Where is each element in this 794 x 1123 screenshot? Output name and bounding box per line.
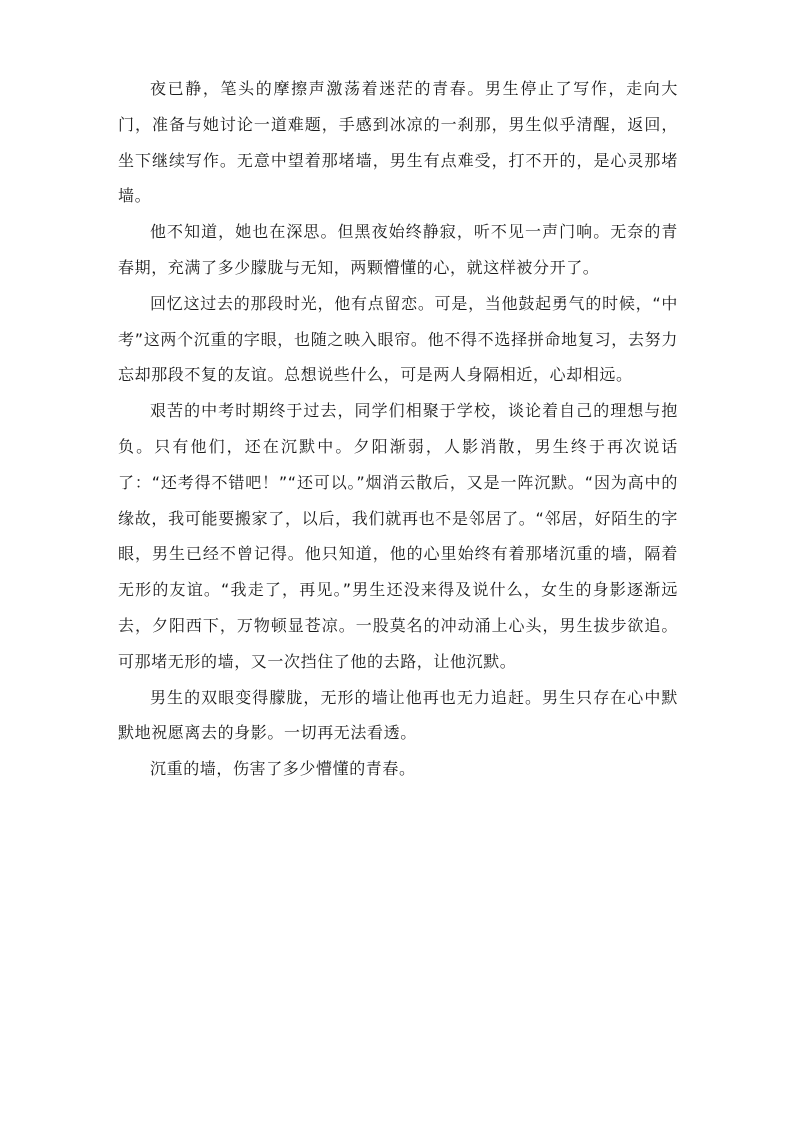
paragraph-2: 他不知道，她也在深思。但黑夜始终静寂，听不见一声门响。无奈的青春期，充满了多少朦胧与无知，两颗懵懂的心，就这样被分开了。: [118, 222, 678, 277]
document-body: [118, 71, 678, 787]
paragraph-5: 男生的双眼变得朦胧，无形的墙让他再也无力追赶。男生只存在心中默默地祝愿离去的身影。一切再无法看透。: [118, 687, 678, 743]
paragraph-3: 回忆这过去的那段时光，他有点留恋。可是，当他鼓起勇气的时候，“中考”这两个沉重的字眼，也随之映入眼帘。他不得不选择拼命地复习，去努力忘却那段不复的友谊。总想说些什么，可是两人身隔相近，心却相远。: [118, 293, 678, 385]
paragraph-6: 沉重的墙，伤害了多少懵懂的青春。: [150, 759, 416, 779]
paragraph-1: 夜已静，笔头的摩擦声激荡着迷茫的青春。男生停止了写作，走向大门，准备与她讨论一道难题，手感到冰凉的一刹那，男生似乎清醒，返回，坐下继续写作。无意中望着那堵墙，男生有点难受，打不开的，是心灵那堵墙。: [118, 79, 678, 206]
paragraph-4: 艰苦的中考时期终于过去，同学们相聚于学校，谈论着自己的理想与抱负。只有他们，还在沉默中。夕阳渐弱，人影消散，男生终于再次说话了：“还考得不错吧！”“还可以。”烟消云散后，又是一阵沉默。“因为高中的缘故，我可能要搬家了，以后，我们就再也不是邻居了。“邻居，好陌生的字眼，男生已经不曾记得。他只知道，他的心里始终有着那堵沉重的墙，隔着无形的友谊。“我走了，再见。”男生还没来得及说什么，女生的身影逐渐远去，夕阳西下，万物顿显苍凉。一股莫名的冲动涌上心头，男生拔步欲追。可那堵无形的墙，又一次挡住了他的去路，让他沉默。: [118, 401, 678, 671]
